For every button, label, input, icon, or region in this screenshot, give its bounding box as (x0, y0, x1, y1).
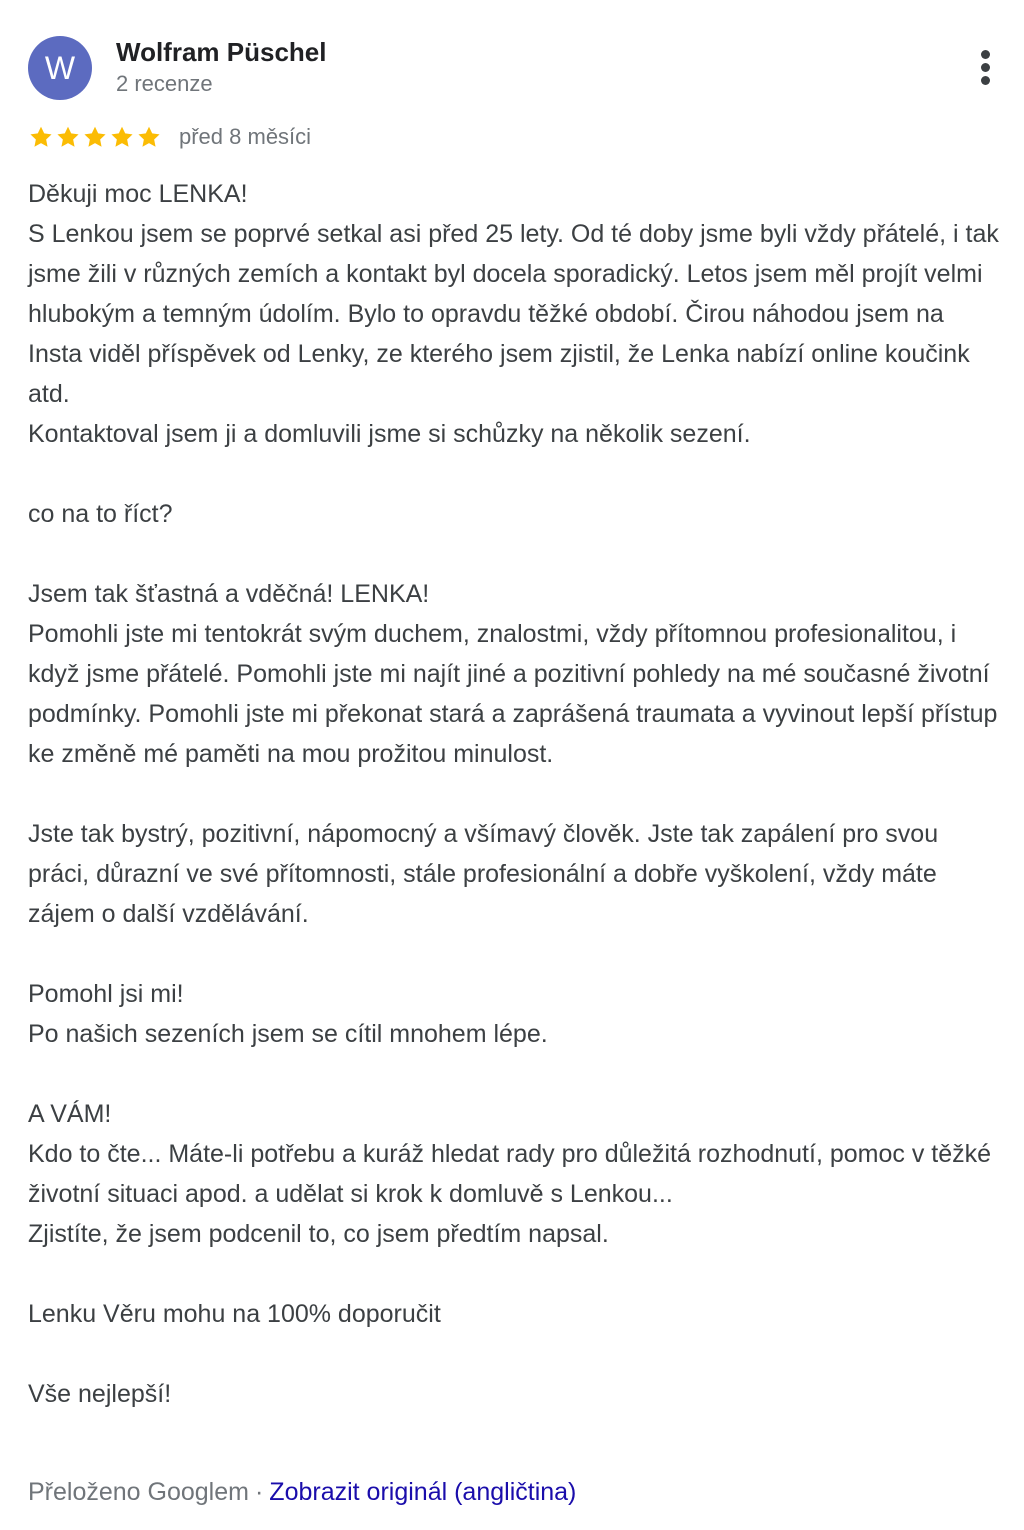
star-rating (28, 124, 163, 150)
review-line: S Lenkou jsem se poprvé setkal asi před 25 lety. Od té doby jsme byli vždy přátelé, i tak jsme žili v různých zemích a kontakt byl docela sporadický. Letos jsem měl projít velmi hlubokým a temným údolím. Bylo to opravdu těžké období. Čirou náhodou jsem na Insta viděl příspěvek od Lenky, ze kterého jsem zjistil, že Lenka nabízí online koučink atd. (28, 220, 999, 408)
review-text (28, 174, 1000, 1414)
review-time: před 8 měsíci (179, 124, 312, 149)
review-line: Pomohl jsi mi! (28, 980, 184, 1008)
review-line: Lenku Věru mohu na 100% doporučit (28, 1300, 441, 1328)
review-line: Děkuji moc LENKA! (28, 180, 248, 208)
review-line: Zjistíte, že jsem podcenil to, co jsem předtím napsal. (28, 1220, 609, 1248)
separator: · (254, 1478, 264, 1506)
avatar[interactable]: W (28, 36, 92, 100)
star-icon (109, 124, 135, 150)
review-line: Pomohli jste mi tentokrát svým duchem, znalostmi, vždy přítomnou profesionalitou, i když jsme přátelé. Pomohli jste mi najít jiné a pozitivní pohledy na mé současné životní podmínky. Pomohli jste mi překonat stará a zaprášená traumata a vyvinout lepší přístup ke změně mé paměti na mou prožitou minulost. (28, 620, 998, 768)
translated-by-label: Přeloženo Googlem (28, 1478, 249, 1506)
rating-row (28, 121, 311, 153)
show-original-link[interactable]: Zobrazit originál (angličtina) (269, 1478, 577, 1506)
translation-note (28, 1472, 576, 1512)
author-review-count: 2 recenze (116, 71, 213, 96)
star-icon (28, 124, 54, 150)
review-line: Kdo to čte... Máte-li potřebu a kuráž hledat rady pro důležitá rozhodnutí, pomoc v těžké životní situaci apod. a udělat si krok k domluvě s Lenkou... (28, 1140, 992, 1208)
review-line: Kontaktoval jsem ji a domluvili jsme si schůzky na několik sezení. (28, 420, 751, 448)
review-line: Vše nejlepší! (28, 1380, 172, 1408)
author-name[interactable]: Wolfram Püschel (116, 37, 327, 67)
more-options-button[interactable] (966, 44, 1006, 92)
review-line: Jste tak bystrý, pozitivní, nápomocný a všímavý člověk. Jste tak zapálení pro svou práci, důrazní ve své přítomnosti, stále profesionální a dobře vyškolení, vždy máte zájem o další vzdělávání. (28, 820, 939, 928)
review-line: Po našich sezeních jsem se cítil mnohem lépe. (28, 1020, 548, 1048)
star-icon (82, 124, 108, 150)
review-line: A VÁM! (28, 1100, 112, 1128)
star-icon (136, 124, 162, 150)
star-icon (55, 124, 81, 150)
review-line: Jsem tak šťastná a vděčná! LENKA! (28, 580, 430, 608)
review-line: co na to říct? (28, 500, 173, 528)
